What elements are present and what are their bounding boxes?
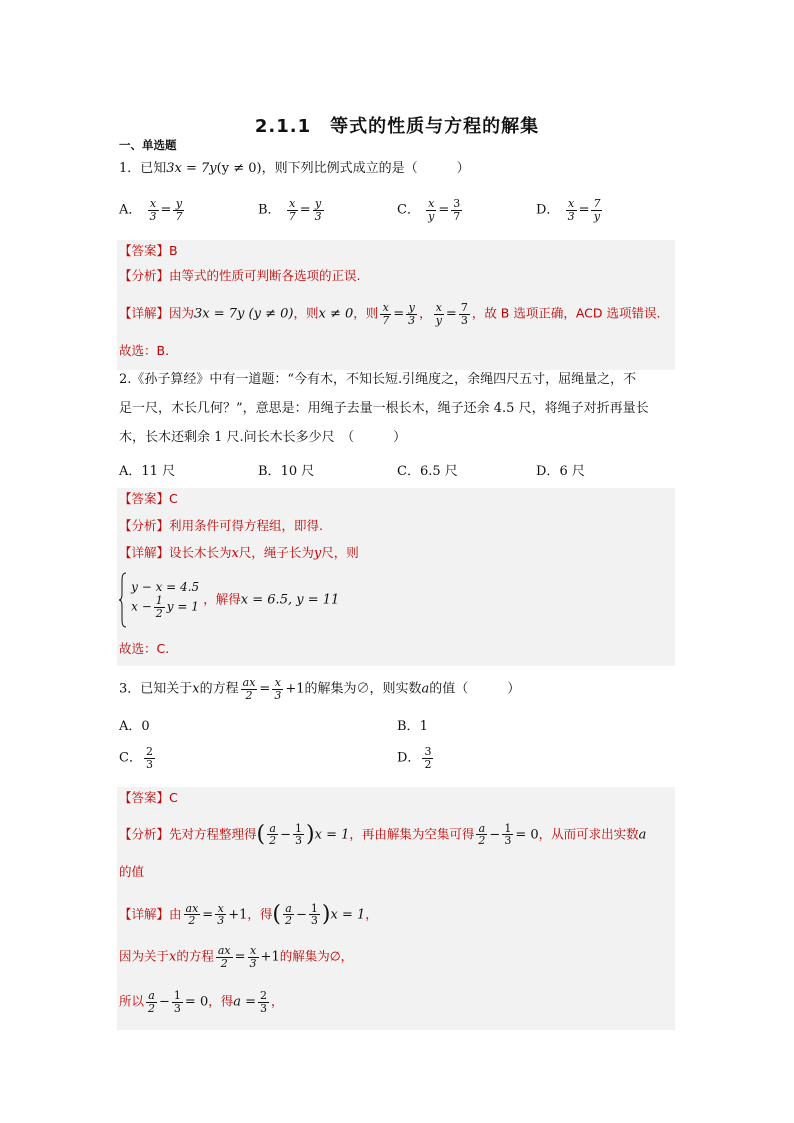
system-lines xyxy=(131,580,199,619)
detail-tag: 【详解】 xyxy=(119,906,170,922)
denominator: y xyxy=(593,209,601,223)
denominator: 2 xyxy=(424,757,432,771)
denominator: 3 xyxy=(260,1001,268,1015)
detail-tag: 【详解】 xyxy=(119,545,170,560)
detail-text: 所以 xyxy=(119,993,145,1009)
q3-detail-line-3: 所以 $\frac{a}{2}$ − $\frac{1}{3}$ = 0，得a = $\frac{2}{3}$ ， xyxy=(119,989,284,1015)
fraction xyxy=(267,823,278,847)
analysis-tag: 【分析】 xyxy=(119,518,170,533)
numerator: y xyxy=(406,302,417,315)
q3-option-c xyxy=(119,746,157,770)
fraction xyxy=(216,945,233,969)
equation: x = 1 xyxy=(314,827,350,843)
numerator: 3 xyxy=(453,197,461,210)
equals-sign: = xyxy=(299,202,311,218)
option-text: 1 xyxy=(419,719,428,734)
numerator: a xyxy=(476,823,487,836)
denominator: 2 xyxy=(269,834,277,848)
page-title: 2.1.1 等式的性质与方程的解集 xyxy=(254,116,540,137)
variable-a: a xyxy=(421,681,430,697)
numerator: x xyxy=(248,945,259,958)
numerator: 3 xyxy=(424,745,432,758)
system-eq-1: y − x = 4.5 xyxy=(131,580,200,595)
answer-value: C xyxy=(169,491,178,506)
inequality: x ≠ 0 xyxy=(318,306,354,322)
fraction xyxy=(434,302,444,326)
denominator: 2 xyxy=(284,914,292,928)
q3-analysis-cont: 的值 xyxy=(119,864,145,879)
q1-answer xyxy=(119,243,178,261)
q2-option-a xyxy=(119,463,175,481)
equals-sign: = xyxy=(160,202,172,218)
numerator: x xyxy=(287,198,298,211)
denominator: y xyxy=(435,313,442,327)
option-label: A． xyxy=(119,202,142,218)
q2-conclusion: 故选：C. xyxy=(119,641,170,656)
analysis-text: ，再由解集为空集可得 xyxy=(349,826,475,842)
eq-part: x − xyxy=(131,600,152,614)
analysis-tag: 【分析】 xyxy=(119,268,170,283)
q1-condition: (y ≠ 0) xyxy=(216,161,262,176)
q2-detail xyxy=(119,545,359,563)
q1-option-a xyxy=(119,198,186,222)
fraction xyxy=(566,198,577,222)
answer-value: C xyxy=(169,790,178,805)
detail-text: 的方程 xyxy=(176,948,214,964)
fraction xyxy=(173,198,184,222)
denominator: 3 xyxy=(314,209,322,223)
numerator: x xyxy=(272,677,283,690)
analysis-text: 由等式的性质可判断各选项的正误. xyxy=(169,268,361,283)
question-2-line-1: 2.《孙子算经》中有一道题：“今有木，不知长短.引绳度之，余绳四尺五寸，屈绳量之，不 xyxy=(119,372,637,387)
numerator: ax xyxy=(217,944,231,957)
equals-sign: = xyxy=(438,202,450,218)
detail-text: 的解集为∅， xyxy=(279,948,354,964)
analysis-text: 先对方程整理得 xyxy=(169,826,257,842)
fraction xyxy=(451,198,462,222)
q3-detail: 【详解】由 $\frac{ax}{2}$ = $\frac{x}{3}$ +1，得( $\frac{a}{2}$ − $\frac{1}{3}$ )x = 1， xyxy=(119,901,378,928)
answer-value: B xyxy=(169,243,178,258)
q2-option-d xyxy=(536,463,585,481)
detail-text: ，故 B 选项正确，ACD 选项错误. xyxy=(471,305,661,321)
denominator: 3 xyxy=(145,757,153,771)
q2-option-b xyxy=(258,463,314,481)
q3-answer xyxy=(119,790,178,808)
q1-analysis xyxy=(119,268,361,286)
detail-text: 设长木长为 xyxy=(169,545,232,560)
equation: x = 1 xyxy=(330,907,366,923)
q1-option-b xyxy=(258,198,326,222)
fraction xyxy=(283,903,294,927)
detail-text: 由 xyxy=(169,906,182,922)
fraction xyxy=(380,302,391,326)
q3-text: 的解集为∅，则实数 xyxy=(304,681,422,697)
plus-one: +1 xyxy=(285,681,305,697)
fraction xyxy=(272,677,283,701)
numerator: x xyxy=(380,302,391,315)
system-eq-2 xyxy=(131,595,199,619)
q3-option-a xyxy=(119,718,150,736)
question-1 xyxy=(119,160,470,178)
denominator: 7 xyxy=(453,209,461,223)
q3-text: 的值（ ） xyxy=(429,681,521,697)
numerator: 2 xyxy=(260,989,268,1002)
fraction xyxy=(406,302,417,326)
analysis-tag: 【分析】 xyxy=(119,826,170,842)
solution: x = 6.5, y = 11 xyxy=(240,592,340,608)
fraction xyxy=(154,595,165,619)
fraction xyxy=(293,823,304,847)
answer-tag: 【答案】 xyxy=(119,243,170,258)
fraction xyxy=(148,198,159,222)
paren-close: ) xyxy=(306,822,315,847)
option-label: C． xyxy=(119,750,142,766)
option-label: D． xyxy=(397,750,421,766)
q3-option-b xyxy=(397,718,428,736)
detail-text: ，得 xyxy=(247,906,273,922)
denominator: 3 xyxy=(310,914,318,928)
denominator: 7 xyxy=(288,209,296,223)
equals-sign: = xyxy=(578,202,590,218)
numerator: y xyxy=(313,198,324,211)
denominator: 7 xyxy=(175,209,183,223)
denominator: 2 xyxy=(220,956,228,970)
denominator: 3 xyxy=(274,688,282,702)
detail-text: 尺，则 xyxy=(321,545,359,560)
analysis-text: 利用条件可得方程组，即得. xyxy=(169,518,323,533)
denominator: y xyxy=(428,209,435,223)
numerator: a xyxy=(146,990,157,1003)
numerator: 1 xyxy=(155,594,163,608)
question-2-line-2: 足一尺，木长几何？”，意思是：用绳子去量一根长木，绳子还余 4.5 尺，将绳子对折再量长 xyxy=(119,401,649,416)
variable-x: x xyxy=(169,949,177,965)
denominator: 3 xyxy=(149,209,157,223)
denominator: 2 xyxy=(155,607,163,620)
variable-x: x xyxy=(192,681,200,697)
equation-system xyxy=(119,572,199,628)
denominator: 2 xyxy=(478,834,486,848)
question-2-line-3: 木，长木还剩余 1 尺.问长木长多少尺 （ ） xyxy=(119,430,407,445)
equation: = 0 xyxy=(184,994,209,1010)
numerator: 7 xyxy=(460,301,468,314)
q2-answer xyxy=(119,491,178,509)
detail-tag: 【详解】 xyxy=(119,305,170,321)
fraction xyxy=(591,198,602,222)
numerator: 1 xyxy=(173,989,181,1002)
left-brace-icon xyxy=(119,572,127,628)
fraction xyxy=(184,903,201,927)
equals-sign: = xyxy=(259,681,271,697)
option-label: B． xyxy=(258,464,281,479)
denominator: 3 xyxy=(249,956,257,970)
fraction xyxy=(172,990,183,1014)
q3-detail-line-2: 因为关于x的方程 $\frac{ax}{2}$ = $\frac{x}{3}$ +1的解集为∅， xyxy=(119,944,354,970)
detail-text: ， xyxy=(271,993,284,1009)
denominator: 3 xyxy=(567,209,575,223)
q1-option-c xyxy=(397,198,464,222)
paren-open: ( xyxy=(272,902,281,927)
option-text: 11 尺 xyxy=(141,464,176,479)
q3-analysis: 【分析】先对方程整理得( $\frac{a}{2}$ − $\frac{1}{3}$ )x = 1，再由解集为空集可得 $\frac{a}{2}$ − $\frac{1}{3}$ = 0，从而可求出实数a xyxy=(119,821,647,848)
variable-x: x xyxy=(231,546,239,561)
paren-close: ) xyxy=(321,902,331,927)
denominator: 3 xyxy=(460,313,468,327)
fraction xyxy=(422,746,433,770)
q2-equation-system xyxy=(119,572,339,628)
numerator: 1 xyxy=(504,821,512,835)
detail-text: ， xyxy=(419,305,432,321)
fraction xyxy=(146,990,157,1014)
numerator: 1 xyxy=(310,901,318,915)
fraction xyxy=(309,903,320,927)
option-text: 6.5 尺 xyxy=(419,464,458,479)
option-text: 10 尺 xyxy=(280,464,315,479)
variable-a: a xyxy=(638,827,647,843)
denominator: 2 xyxy=(188,914,196,928)
paren-open: ( xyxy=(256,822,266,847)
fraction xyxy=(313,198,324,222)
variable-y: y xyxy=(313,546,322,561)
question-3 xyxy=(119,677,520,701)
q1-expression: 3x = 7y xyxy=(166,161,217,176)
option-text: 0 xyxy=(141,719,150,734)
detail-text: ，则 xyxy=(353,305,379,321)
detail-text: ，解得 xyxy=(203,591,241,607)
denominator: 3 xyxy=(173,1001,181,1015)
detail-text: 因为关于 xyxy=(119,948,170,964)
fraction xyxy=(241,677,258,701)
fraction xyxy=(459,302,470,326)
q1-detail: 【详解】因为3x = 7y (y ≠ 0)，则x ≠ 0，则 $\frac{x}{7}$ = $\frac{y}{3}$ ， $\frac{x}{y}$ = $\frac{7}{3}$ ，故 B 选项正确，ACD 选项错误. xyxy=(119,301,661,327)
option-label: D． xyxy=(536,464,560,479)
option-text: 6 尺 xyxy=(559,464,585,479)
analysis-text: ，从而可求出实数 xyxy=(538,826,639,842)
numerator: x xyxy=(428,197,435,210)
q3-option-d xyxy=(397,746,435,770)
fraction xyxy=(287,198,298,222)
fraction xyxy=(258,990,269,1014)
numerator: 1 xyxy=(295,821,303,835)
detail-text: 因为 xyxy=(169,305,195,321)
numerator: 7 xyxy=(593,197,601,210)
numerator: a xyxy=(283,903,294,916)
fraction xyxy=(215,903,226,927)
detail-text: ， xyxy=(365,906,378,922)
eq-part: y = 1 xyxy=(166,600,199,614)
denominator: 3 xyxy=(295,834,303,848)
numerator: a xyxy=(267,823,278,836)
numerator: x xyxy=(148,198,159,211)
detail-text: ，得 xyxy=(208,993,234,1009)
denominator: 3 xyxy=(504,834,512,848)
equation: = 0 xyxy=(515,827,539,843)
option-label: A． xyxy=(119,464,142,479)
q2-analysis xyxy=(119,518,323,536)
numerator: 2 xyxy=(145,745,153,758)
detail-text: ，则 xyxy=(293,305,319,321)
numerator: ax xyxy=(185,901,199,915)
denominator: 7 xyxy=(382,313,390,327)
numerator: x xyxy=(435,301,442,314)
option-label: C． xyxy=(397,464,420,479)
fraction xyxy=(426,198,436,222)
q1-conclusion: 故选：B. xyxy=(119,343,170,358)
option-label: B． xyxy=(258,202,281,218)
answer-tag: 【答案】 xyxy=(119,790,170,805)
option-label: A． xyxy=(119,719,142,734)
numerator: y xyxy=(173,198,184,211)
section-heading: 一、单选题 xyxy=(119,138,177,152)
answer-tag: 【答案】 xyxy=(119,491,170,506)
fraction xyxy=(248,945,259,969)
option-label: B． xyxy=(397,719,420,734)
denominator: 3 xyxy=(408,313,416,327)
option-label: D． xyxy=(536,202,560,218)
denominator: 3 xyxy=(217,914,225,928)
q3-number: 3．已知关于 xyxy=(119,681,193,697)
numerator: x xyxy=(215,903,226,916)
denominator: 2 xyxy=(148,1001,156,1015)
q1-option-d xyxy=(536,198,604,222)
fraction xyxy=(476,823,487,847)
fraction xyxy=(144,746,155,770)
numerator: x xyxy=(566,198,577,211)
option-label: C． xyxy=(397,202,420,218)
equation: a = xyxy=(233,994,257,1010)
equation: 3x = 7y (y ≠ 0) xyxy=(194,306,294,322)
detail-text: 尺，绳子长为 xyxy=(238,545,314,560)
q1-number: 1．已知 xyxy=(119,161,167,176)
q2-option-c xyxy=(397,463,458,481)
denominator: 2 xyxy=(245,688,253,702)
fraction xyxy=(502,823,513,847)
q3-text: 的方程 xyxy=(199,681,239,697)
numerator: ax xyxy=(242,676,256,689)
q1-tail: ，则下列比例式成立的是（ ） xyxy=(261,161,470,176)
